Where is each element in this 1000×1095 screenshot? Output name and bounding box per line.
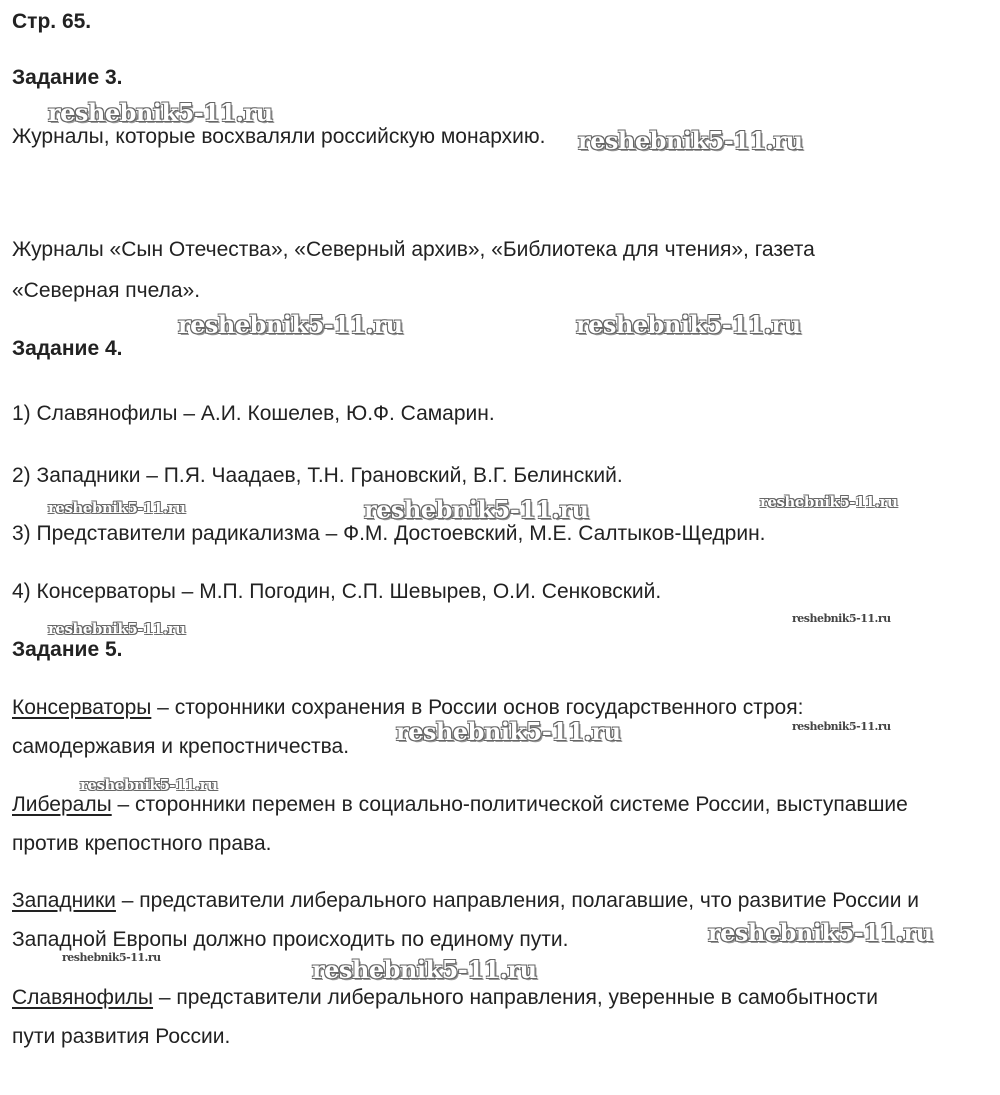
definition-line xyxy=(12,793,908,817)
task3-answer-line2: «Северная пчела». xyxy=(12,279,201,302)
watermark: reshebnik5-11.ru xyxy=(576,310,801,339)
definition-line: Западной Европы должно происходить по единому пути. xyxy=(12,928,569,951)
watermark: reshebnik5-11.ru xyxy=(364,495,589,524)
definition-line: самодержавия и крепостничества. xyxy=(12,735,350,758)
definition-text: – представители либерального направления, полагавшие, что развитие России и xyxy=(115,889,920,912)
definition-text: – представители либерального направления, уверенные в самобытности xyxy=(153,986,878,1009)
watermark: reshebnik5-11.ru xyxy=(178,310,403,339)
task3-title: Задание 3. xyxy=(12,66,123,89)
definition-text: – сторонники перемен в социально-политической системе России, выступавшие xyxy=(111,793,908,816)
task4-title: Задание 4. xyxy=(12,337,123,360)
watermark: reshebnik5-11.ru xyxy=(48,98,273,127)
term-westernizers: Западники xyxy=(12,889,116,912)
definition-line: против крепостного права. xyxy=(12,832,272,855)
task4-item: 2) Западники – П.Я. Чаадаев, Т.Н. Грановский, В.Г. Белинский. xyxy=(12,464,623,487)
term-liberals: Либералы xyxy=(12,793,112,816)
task3-question: Журналы, которые восхваляли российскую монархию. xyxy=(12,125,546,148)
task4-item: 1) Славянофилы – А.И. Кошелев, Ю.Ф. Самарин. xyxy=(12,402,495,425)
watermark: reshebnik5-11.ru xyxy=(48,499,186,517)
watermark: reshebnik5-11.ru xyxy=(578,126,803,155)
definition-text: – сторонники сохранения в России основ государственного строя: xyxy=(151,696,804,719)
definition-line xyxy=(12,889,919,913)
definition-line: пути развития России. xyxy=(12,1025,231,1048)
watermark: reshebnik5-11.ru xyxy=(396,717,621,746)
watermark: reshebnik5-11.ru xyxy=(80,776,218,794)
term-slavophiles: Славянофилы xyxy=(12,986,154,1009)
task4-item: 4) Консерваторы – М.П. Погодин, С.П. Шевырев, О.И. Сенковский. xyxy=(12,580,662,603)
watermark: reshebnik5-11.ru xyxy=(792,612,891,625)
page-number: Стр. 65. xyxy=(12,10,92,33)
term-conservatives: Консерваторы xyxy=(12,696,152,719)
watermark: reshebnik5-11.ru xyxy=(760,493,898,511)
watermark: reshebnik5-11.ru xyxy=(792,720,891,733)
watermark: reshebnik5-11.ru xyxy=(62,951,161,964)
task5-title: Задание 5. xyxy=(12,638,123,661)
watermark: reshebnik5-11.ru xyxy=(708,918,933,947)
watermark: reshebnik5-11.ru xyxy=(312,955,537,984)
definition-line xyxy=(12,986,878,1010)
task4-item: 3) Представители радикализма – Ф.М. Достоевский, М.Е. Салтыков-Щедрин. xyxy=(12,522,766,545)
task3-answer-line1: Журналы «Сын Отечества», «Северный архив», «Библиотека для чтения», газета xyxy=(12,238,815,261)
watermark: reshebnik5-11.ru xyxy=(48,620,186,638)
